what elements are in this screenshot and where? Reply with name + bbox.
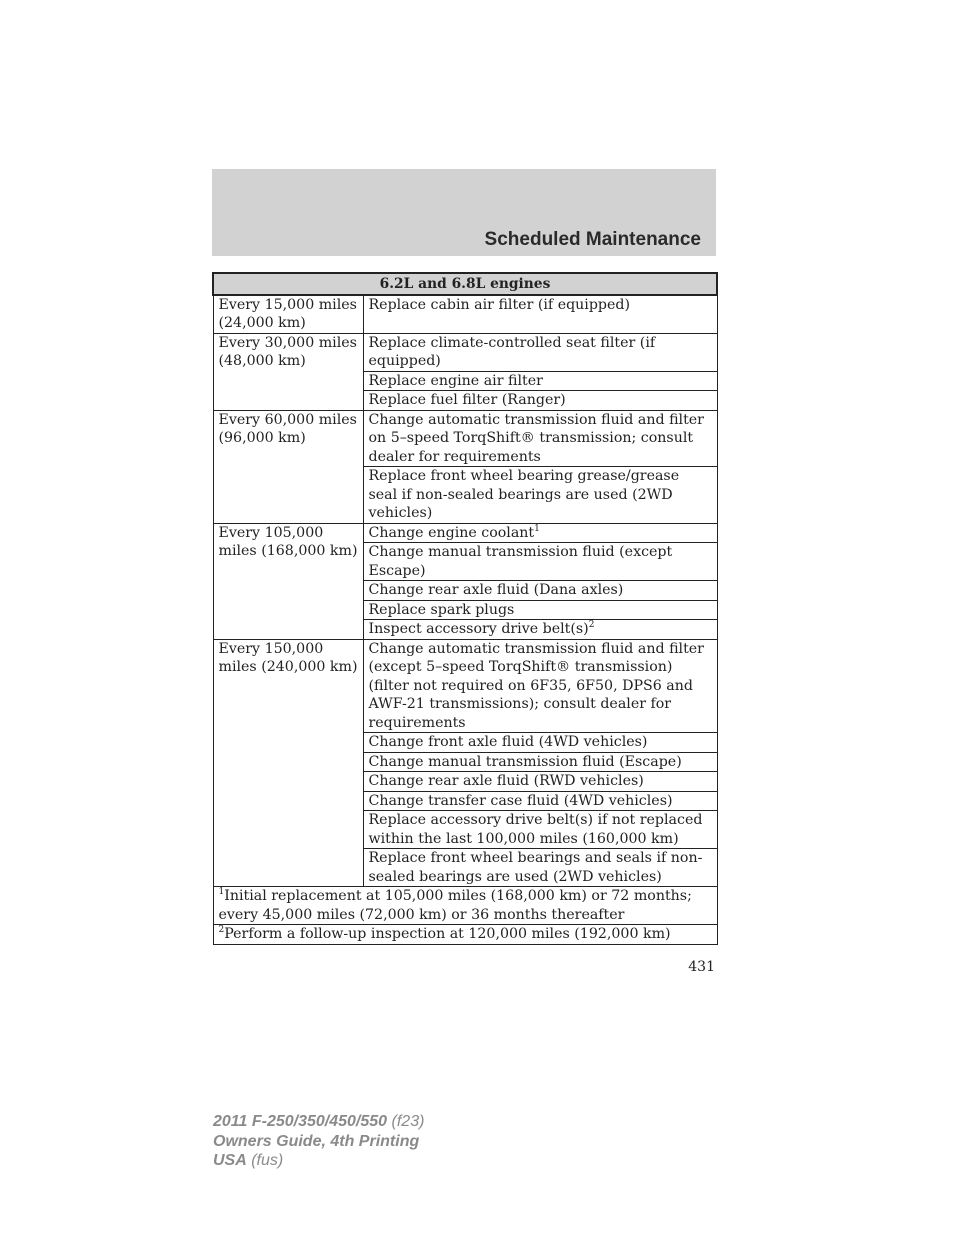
footer-line-region bbox=[213, 1151, 424, 1171]
service-item-cell bbox=[363, 523, 717, 543]
interval-cell: Every 150,000 miles (240,000 km) bbox=[213, 639, 363, 887]
service-item-cell bbox=[363, 295, 717, 334]
footnote-reference: 2 bbox=[588, 620, 595, 630]
footer-line-edition: Owners Guide, 4th Printing bbox=[213, 1132, 420, 1150]
service-item-text: Change manual transmission fluid (Escape) bbox=[368, 753, 682, 770]
table-row bbox=[213, 639, 717, 733]
service-item-cell bbox=[363, 772, 717, 792]
interval-cell: Every 105,000 miles (168,000 km) bbox=[213, 523, 363, 639]
footnote-mark: 1 bbox=[218, 887, 225, 897]
interval-cell: Every 30,000 miles (48,000 km) bbox=[213, 333, 363, 410]
footnote-row bbox=[213, 925, 717, 945]
service-item-text: Inspect accessory drive belt(s) bbox=[368, 621, 589, 637]
service-item-cell bbox=[363, 410, 717, 467]
interval-cell: Every 15,000 miles (24,000 km) bbox=[213, 295, 363, 334]
footer-line-model bbox=[213, 1112, 424, 1132]
table-heading: 6.2L and 6.8L engines bbox=[213, 273, 717, 295]
service-item-cell bbox=[363, 371, 717, 391]
page-number: 431 bbox=[688, 959, 715, 975]
footer-region: USA bbox=[213, 1152, 247, 1169]
section-header-band bbox=[212, 169, 716, 256]
footer-model-code: (f23) bbox=[387, 1113, 425, 1130]
service-item-text: Change manual transmission fluid (except Escape) bbox=[368, 544, 673, 579]
service-item-cell bbox=[363, 543, 717, 581]
table-body bbox=[213, 295, 717, 945]
service-item-text: Change automatic transmission fluid and filter on 5–speed TorqShift® transmission; consult dealer for requirements bbox=[368, 411, 704, 465]
service-item-text: Change engine coolant bbox=[368, 524, 535, 541]
service-item-text: Change rear axle fluid (RWD vehicles) bbox=[368, 773, 644, 789]
service-item-cell bbox=[363, 733, 717, 753]
table-row bbox=[213, 410, 717, 467]
service-item-text: Replace front wheel bearings and seals if non-sealed bearings are used (2WD vehicles) bbox=[368, 850, 703, 885]
service-item-text: Replace climate-controlled seat filter (if equipped) bbox=[368, 334, 656, 369]
service-item-cell bbox=[363, 581, 717, 601]
service-item-cell bbox=[363, 467, 717, 524]
service-item-text: Change transfer case fluid (4WD vehicles) bbox=[368, 792, 673, 809]
footer-model: 2011 F-250/350/450/550 bbox=[213, 1113, 388, 1130]
document-footer bbox=[213, 1112, 424, 1171]
service-item-cell bbox=[363, 849, 717, 887]
service-item-cell bbox=[363, 639, 717, 733]
service-item-text: Change automatic transmission fluid and filter (except 5–speed TorqShift® transmission) (filter not required on 6F35, 6F50, DPS6 and AWF-21 transmissions); consult dealer for requirements bbox=[368, 640, 704, 731]
service-item-text: Replace cabin air filter (if equipped) bbox=[368, 296, 631, 313]
footnote-text: Initial replacement at 105,000 miles (168,000 km) or 72 months; every 45,000 miles (72,000 km) or 36 months thereafter bbox=[218, 888, 692, 923]
footnote-reference: 1 bbox=[534, 523, 540, 534]
footnote-cell bbox=[213, 887, 717, 925]
table-row bbox=[213, 295, 717, 334]
service-item-text: Replace accessory drive belt(s) if not replaced within the last 100,000 miles (160,000 km) bbox=[368, 812, 703, 847]
service-item-cell bbox=[363, 811, 717, 849]
service-item-cell bbox=[363, 600, 717, 620]
interval-cell: Every 60,000 miles (96,000 km) bbox=[213, 410, 363, 523]
footnote-cell bbox=[213, 925, 717, 945]
maintenance-schedule-table bbox=[212, 272, 718, 945]
service-item-cell bbox=[363, 620, 717, 640]
service-item-cell bbox=[363, 391, 717, 411]
footnote-mark: 2 bbox=[218, 925, 225, 935]
service-item-text: Change front axle fluid (4WD vehicles) bbox=[368, 734, 648, 750]
service-item-text: Change rear axle fluid (Dana axles) bbox=[368, 582, 624, 598]
table-row bbox=[213, 523, 717, 543]
table-heading-row bbox=[213, 273, 717, 295]
service-item-text: Replace front wheel bearing grease/grease seal if non-sealed bearings are used (2WD vehicles) bbox=[368, 468, 680, 521]
footnote-text: Perform a follow-up inspection at 120,000 miles (192,000 km) bbox=[224, 926, 671, 942]
service-item-text: Replace spark plugs bbox=[368, 601, 515, 618]
service-item-text: Replace engine air filter bbox=[368, 372, 543, 389]
service-item-cell bbox=[363, 791, 717, 811]
service-item-text: Replace fuel filter (Ranger) bbox=[368, 392, 566, 408]
section-title: Scheduled Maintenance bbox=[484, 229, 701, 250]
service-item-cell bbox=[363, 752, 717, 772]
service-item-cell bbox=[363, 333, 717, 371]
footer-region-code: (fus) bbox=[246, 1152, 284, 1169]
table-row bbox=[213, 333, 717, 371]
footnote-row bbox=[213, 887, 717, 925]
